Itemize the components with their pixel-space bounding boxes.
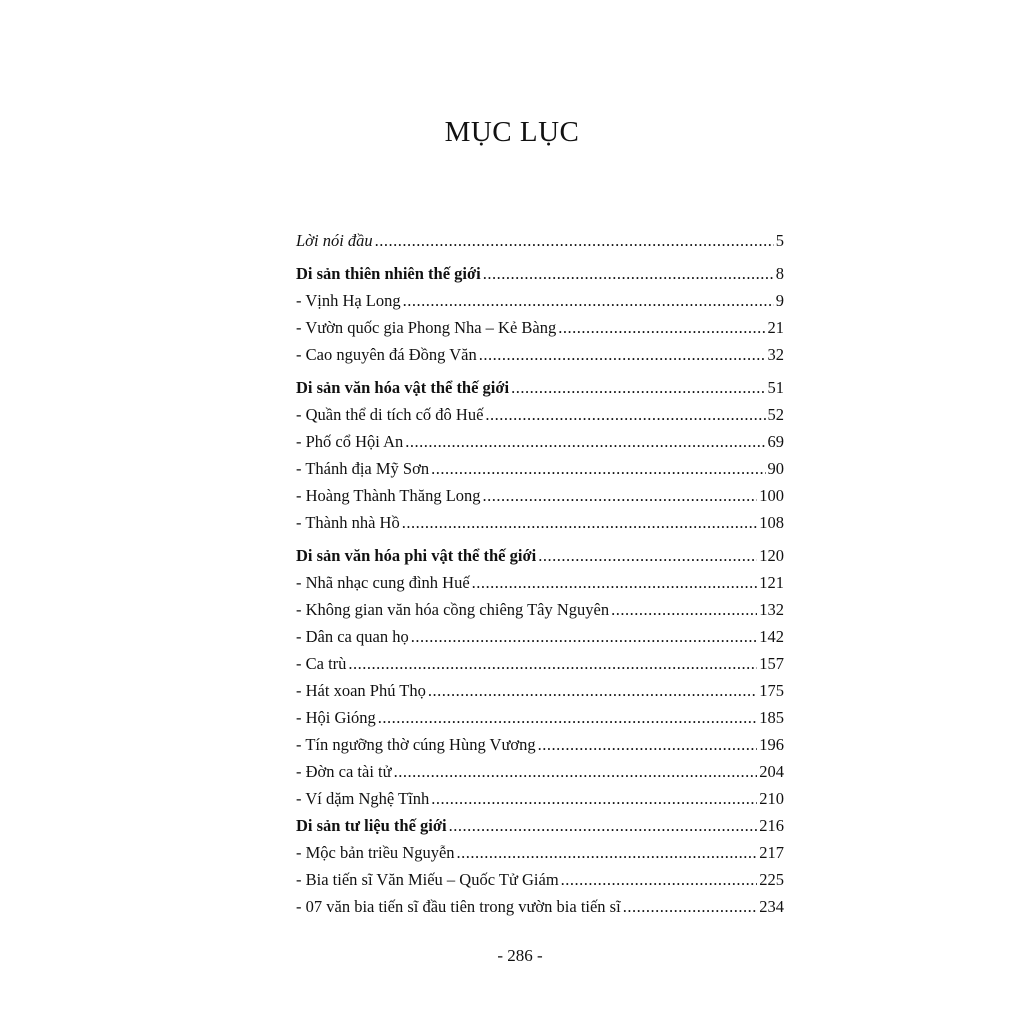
toc-entry-page: 5 <box>775 231 784 250</box>
toc-entry-label: - Thánh địa Mỹ Sơn <box>296 459 430 478</box>
toc-entry <box>296 227 784 254</box>
toc-entry-page: 52 <box>767 405 784 424</box>
toc-entry <box>296 401 784 428</box>
dot-leader <box>483 482 758 509</box>
table-of-contents <box>296 227 784 920</box>
toc-entry-page: 210 <box>759 789 784 808</box>
dot-leader <box>431 455 765 482</box>
toc-entry-page: 204 <box>759 762 784 781</box>
toc-entry <box>296 839 784 866</box>
dot-leader <box>348 650 757 677</box>
toc-entry-page: 51 <box>767 378 784 397</box>
toc-entry-label: - Ví dặm Nghệ Tĩnh <box>296 789 430 808</box>
toc-entry <box>296 455 784 482</box>
toc-entry <box>296 623 784 650</box>
dot-leader <box>375 227 774 254</box>
dot-leader <box>479 341 766 368</box>
toc-entry-label: - Hát xoan Phú Thọ <box>296 681 426 700</box>
toc-entry-page: 121 <box>759 573 784 592</box>
toc-section-heading <box>296 542 784 569</box>
toc-entry-page: 32 <box>767 345 784 364</box>
dot-leader <box>378 704 758 731</box>
dot-leader <box>485 401 765 428</box>
dot-leader <box>402 509 758 536</box>
toc-entry-label: - Vườn quốc gia Phong Nha – Kẻ Bàng <box>296 318 557 337</box>
toc-entry-label: - Vịnh Hạ Long <box>296 291 401 310</box>
toc-entry-label: - Thành nhà Hồ <box>296 513 400 532</box>
toc-entry <box>296 314 784 341</box>
toc-entry-label: Di sản tư liệu thế giới <box>296 816 447 835</box>
dot-leader <box>511 374 765 401</box>
toc-entry-page: 100 <box>759 486 784 505</box>
toc-section-heading <box>296 260 784 287</box>
dot-leader <box>558 314 765 341</box>
dot-leader <box>428 677 757 704</box>
toc-entry <box>296 758 784 785</box>
toc-entry-label: - Mộc bản triều Nguyễn <box>296 843 455 862</box>
toc-entry-page: 21 <box>767 318 784 337</box>
toc-entry-label: Lời nói đầu <box>296 231 373 250</box>
toc-entry-label: Di sản văn hóa phi vật thể thế giới <box>296 546 537 565</box>
toc-entry-label: - Không gian văn hóa cồng chiêng Tây Nguyên <box>296 600 610 619</box>
toc-entry-label: - Dân ca quan họ <box>296 627 409 646</box>
toc-entry-label: Di sản thiên nhiên thế giới <box>296 264 481 283</box>
toc-entry-page: 108 <box>759 513 784 532</box>
toc-entry-page: 157 <box>759 654 784 673</box>
toc-entry-label: - Nhã nhạc cung đình Huế <box>296 573 470 592</box>
toc-entry <box>296 893 784 920</box>
toc-entry-page: 142 <box>759 627 784 646</box>
toc-entry <box>296 482 784 509</box>
toc-entry-label: - Phố cổ Hội An <box>296 432 404 451</box>
toc-entry-label: - Cao nguyên đá Đồng Văn <box>296 345 477 364</box>
toc-section-heading <box>296 812 784 839</box>
dot-leader <box>449 812 758 839</box>
dot-leader <box>403 287 774 314</box>
dot-leader <box>394 758 758 785</box>
dot-leader <box>483 260 774 287</box>
dot-leader <box>472 569 758 596</box>
toc-entry-page: 234 <box>759 897 784 916</box>
toc-entry-page: 90 <box>767 459 784 478</box>
dot-leader <box>431 785 757 812</box>
toc-entry-label: - Đờn ca tài tử <box>296 762 392 781</box>
toc-entry-page: 175 <box>759 681 784 700</box>
toc-entry <box>296 569 784 596</box>
toc-entry <box>296 677 784 704</box>
dot-leader <box>538 542 757 569</box>
dot-leader <box>405 428 765 455</box>
toc-entry-page: 185 <box>759 708 784 727</box>
toc-entry-page: 132 <box>759 600 784 619</box>
toc-entry-label: - 07 văn bia tiến sĩ đầu tiên trong vườn bia tiến sĩ <box>296 897 621 916</box>
toc-entry-label: - Tín ngưỡng thờ cúng Hùng Vương <box>296 735 536 754</box>
toc-entry-page: 196 <box>759 735 784 754</box>
toc-entry <box>296 785 784 812</box>
toc-entry <box>296 596 784 623</box>
toc-entry-page: 120 <box>759 546 784 565</box>
toc-entry-page: 8 <box>775 264 784 283</box>
toc-entry-label: - Hoàng Thành Thăng Long <box>296 486 481 505</box>
toc-entry <box>296 509 784 536</box>
page-title: MỤC LỤC <box>444 116 580 148</box>
dot-leader <box>538 731 758 758</box>
toc-entry-page: 217 <box>759 843 784 862</box>
dot-leader <box>561 866 758 893</box>
toc-entry <box>296 428 784 455</box>
toc-entry-label: - Hội Gióng <box>296 708 376 727</box>
toc-entry-label: Di sản văn hóa vật thể thế giới <box>296 378 510 397</box>
toc-entry-page: 69 <box>767 432 784 451</box>
toc-entry <box>296 341 784 368</box>
page-number: - 286 - <box>497 946 543 965</box>
dot-leader <box>611 596 757 623</box>
dot-leader <box>411 623 758 650</box>
dot-leader <box>623 893 758 920</box>
toc-entry-label: - Ca trù <box>296 654 347 673</box>
toc-entry <box>296 650 784 677</box>
toc-section-heading <box>296 374 784 401</box>
toc-entry-page: 225 <box>759 870 784 889</box>
toc-entry-label: - Quần thể di tích cố đô Huế <box>296 405 484 424</box>
dot-leader <box>457 839 758 866</box>
toc-entry <box>296 287 784 314</box>
toc-entry-label: - Bia tiến sĩ Văn Miếu – Quốc Tử Giám <box>296 870 559 889</box>
toc-entry-page: 9 <box>775 291 784 310</box>
toc-entry <box>296 866 784 893</box>
toc-entry-page: 216 <box>759 816 784 835</box>
toc-entry <box>296 731 784 758</box>
toc-entry <box>296 704 784 731</box>
